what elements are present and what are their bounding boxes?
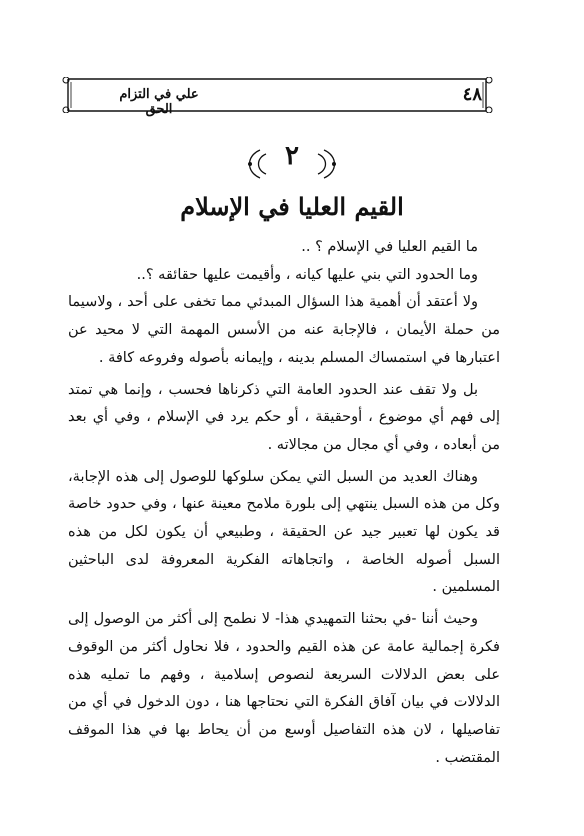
chapter-title: القيم العليا في الإسلام [180, 192, 404, 221]
paragraph: ولا أعتقد أن أهمية هذا السؤال المبدئي مما تخفى على أحد ، ولاسيما من حملة الأيمان ، فالإجابة عنه من الأسس المهمة التي لا محيد عن اعتبارها في استمساك المسلم بدينه ، وإيمانه بأصوله وفروعه كافة . [68, 294, 500, 366]
paragraph: ما القيم العليا في الإسلام ؟ .. [301, 239, 478, 255]
paragraph: وحيث أننا -في بحثنا التمهيدي هذا- لا نطمح إلى أكثر من الوصول إلى فكرة إجمالية عامة عن هذه القيم والحدود ، فلا نحاول أكثر من الوقوف على بعض الدلالات السريعة لنصوص إسلامية ، وفهم ما تمليه هذه الدلالات في بيان آفاق الفكرة التي نحتاجها هنا ، دون الدخول في أي من تفاصيلها ، لان هذه التفاصيل أوسع من أن يحاط بها في هذا الموقف المقتضب . [68, 611, 500, 766]
body-text [68, 234, 500, 772]
paragraph: بل ولا تقف عند الحدود العامة التي ذكرناها فحسب ، وإنما هي تمتد إلى فهم أي موضوع ، أوحقيقة ، أو حكم يرد في الإسلام ، وفي أي بعد من أبعاده ، وفي أي مجال من مجالاته . [68, 381, 500, 453]
page-number: ٤٨ [462, 84, 482, 105]
running-header-title: علي في التزام الحق [119, 87, 199, 117]
paragraph: وهناك العديد من السبل التي يمكن سلوكها للوصول إلى هذه الإجابة، وكل من هذه السبل ينتهي إلى بلورة ملامح معينة عنها ، وفي حدود خاصة قد يكون لها تعبير جيد عن الحقيقة ، وطبيعي أن يكون لكل من هذه السبل أصوله الخاصة ، واتجاهاته الفكرية المعروفة لدى الباحثين المسلمين . [68, 468, 500, 596]
chapter-number: ٢ [285, 141, 299, 171]
paragraph: وما الحدود التي بني عليها كيانه ، وأقيمت عليها حقائقه ؟.. [136, 266, 478, 283]
